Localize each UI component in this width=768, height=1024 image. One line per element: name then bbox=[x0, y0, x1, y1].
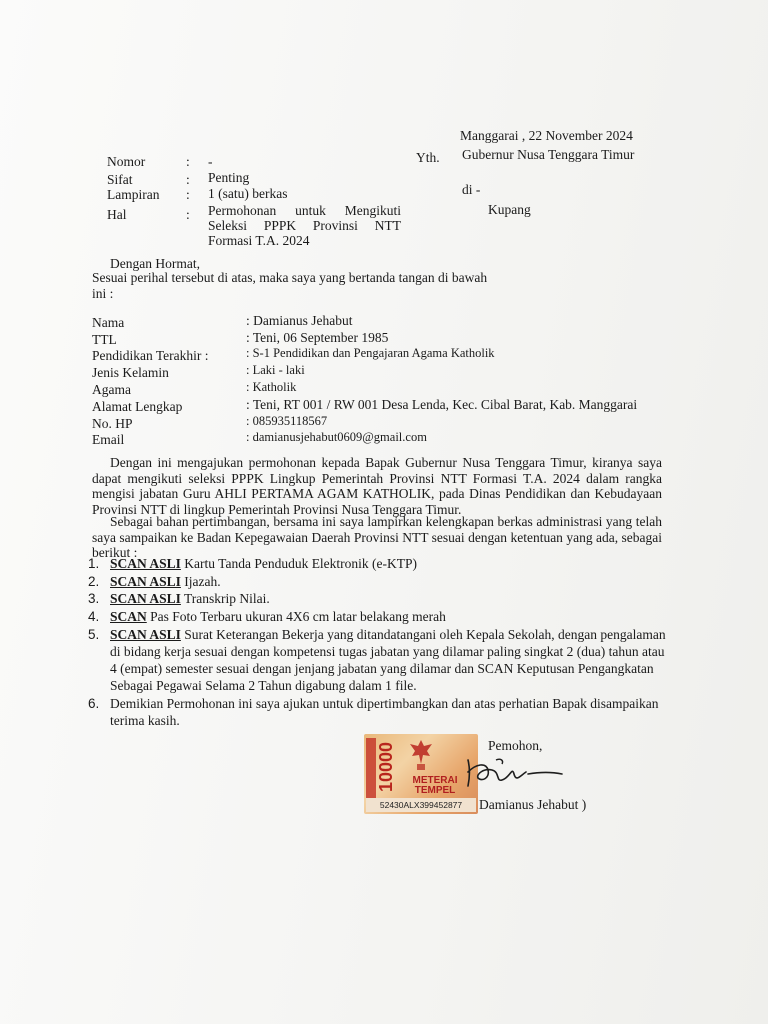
list-number: 6. bbox=[88, 696, 100, 711]
list-scan-label: SCAN ASLI bbox=[110, 627, 181, 642]
list-item bbox=[88, 556, 668, 573]
list-scan-label: SCAN ASLI bbox=[110, 591, 181, 606]
list-number: 1. bbox=[88, 556, 100, 571]
header-label-hal: Hal bbox=[107, 207, 127, 222]
identity-label-ttl: TTL bbox=[92, 332, 117, 347]
stamp-side-band bbox=[366, 738, 376, 798]
identity-value-ttl: : Teni, 06 September 1985 bbox=[246, 330, 389, 345]
list-item bbox=[88, 695, 668, 729]
header-value-nomor: - bbox=[208, 154, 213, 169]
identity-value-hp: : 085935118567 bbox=[246, 414, 328, 428]
identity-label-hp: No. HP bbox=[92, 416, 133, 431]
header-value-sifat: Penting bbox=[208, 170, 250, 185]
list-scan-label: SCAN ASLI bbox=[110, 573, 181, 589]
header-label-nomor: Nomor bbox=[107, 154, 146, 169]
body-paragraph-2: Sebagai bahan pertimbangan, bersama ini saya lampirkan kelengkapan berkas administrasi yang telah saya sampaikan ke Badan Kepegawaian Daerah Provinsi NTT sesuai dengan ketentuan yang ada, sebagai berikut : bbox=[92, 514, 662, 560]
handwritten-signature bbox=[430, 752, 570, 792]
identity-value-jenis-kelamin: : Laki - laki bbox=[246, 363, 305, 377]
list-text: Demikian Permohonan ini saya ajukan untuk dipertimbangkan dan atas perhatian Bapak disampaikan terima kasih. bbox=[110, 696, 659, 728]
stamp-value: 10000 bbox=[376, 741, 396, 793]
recipient-di: di - bbox=[462, 182, 481, 197]
intro-line-2: ini : bbox=[92, 286, 114, 301]
list-scan-label: SCAN ASLI bbox=[110, 556, 181, 571]
place-date: Manggarai , 22 November 2024 bbox=[460, 128, 633, 143]
list-item bbox=[88, 574, 668, 591]
identity-label-alamat: Alamat Lengkap bbox=[92, 399, 183, 414]
intro-line-1: Sesuai perihal tersebut di atas, maka saya yang bertanda tangan di bawah bbox=[92, 270, 488, 285]
list-item bbox=[88, 609, 668, 626]
recipient-name: Gubernur Nusa Tenggara Timur bbox=[462, 147, 635, 162]
identity-value-pendidikan: : S-1 Pendidikan dan Pengajaran Agama Katholik bbox=[246, 346, 495, 360]
identity-label-nama: Nama bbox=[92, 315, 125, 330]
stamp-serial: 52430ALX399452877 bbox=[366, 798, 476, 812]
header-sep: : bbox=[186, 207, 190, 222]
list-scan-label: SCAN bbox=[110, 608, 147, 624]
list-item bbox=[88, 591, 668, 608]
header-value-lampiran: 1 (satu) berkas bbox=[208, 186, 288, 201]
list-text: Ijazah. bbox=[180, 573, 221, 589]
identity-value-nama: : Damianus Jehabut bbox=[246, 313, 353, 328]
recipient-city: Kupang bbox=[488, 202, 531, 217]
identity-value-alamat: : Teni, RT 001 / RW 001 Desa Lenda, Kec. Cibal Barat, Kab. Manggarai bbox=[246, 397, 638, 412]
list-number: 2. bbox=[88, 573, 100, 589]
greeting: Dengan Hormat, bbox=[110, 256, 200, 271]
identity-label-email: Email bbox=[92, 432, 125, 447]
signature-name: Damianus Jehabut ) bbox=[479, 797, 587, 812]
signature-title: Pemohon, bbox=[488, 738, 543, 753]
recipient-yth: Yth. bbox=[416, 150, 440, 165]
body-paragraph-1: Dengan ini mengajukan permohonan kepada Bapak Gubernur Nusa Tenggara Timur, kiranya saya dapat mengikuti seleksi PPPK Lingkup Pemerintah Provinsi NTT Formasi T.A. 2024 dalam rangka mengisi jabatan Guru AHLI PERTAMA AGAM KATHOLIK, pada Dinas Pendidikan dan Kebudayaan Provinsi NTT di lingkup Pemerintah Provinsi Nusa Tenggara Timur. bbox=[92, 455, 662, 517]
header-label-lampiran: Lampiran bbox=[107, 187, 160, 202]
identity-label-pendidikan: Pendidikan Terakhir : bbox=[92, 348, 209, 363]
identity-value-agama: : Katholik bbox=[246, 380, 297, 394]
header-sep: : bbox=[186, 172, 190, 187]
list-text: Transkrip Nilai. bbox=[180, 591, 270, 606]
header-value-hal-line3: Formasi T.A. 2024 bbox=[208, 233, 310, 248]
list-text: Kartu Tanda Penduduk Elektronik (e-KTP) bbox=[180, 556, 418, 571]
attachment-list bbox=[88, 556, 668, 730]
header-label-sifat: Sifat bbox=[107, 172, 133, 187]
stamp-label: METERAI TEMPEL bbox=[412, 775, 458, 796]
list-number: 5. bbox=[88, 627, 100, 642]
identity-label-jenis-kelamin: Jenis Kelamin bbox=[92, 365, 169, 380]
list-text: Pas Foto Terbaru ukuran 4X6 cm latar belakang merah bbox=[146, 608, 446, 624]
header-sep: : bbox=[186, 154, 190, 169]
list-number: 4. bbox=[88, 608, 100, 624]
header-value-hal-line1: Permohonan untuk Mengikuti bbox=[208, 203, 401, 218]
header-sep: : bbox=[186, 187, 190, 202]
list-text: Surat Keterangan Bekerja yang ditandatangani oleh Kepala Sekolah, dengan pengalaman di bidang kerja sesuai dengan kompetensi tugas jabatan yang dilamar paling singkat 2 (dua) tahun atau 4 (empat) semester sesuai dengan jenjang jabatan yang dilamar dan SCAN Keputusan Pengangkatan Sebagai Pegawai Selama 2 Tahun digabung dalam 1 file. bbox=[110, 627, 666, 693]
list-number: 3. bbox=[88, 591, 100, 606]
identity-label-agama: Agama bbox=[92, 382, 131, 397]
identity-value-email: : damianusjehabut0609@gmail.com bbox=[246, 430, 427, 444]
header-value-hal-line2: Seleksi PPPK Provinsi NTT bbox=[208, 218, 401, 233]
list-item bbox=[88, 626, 668, 694]
